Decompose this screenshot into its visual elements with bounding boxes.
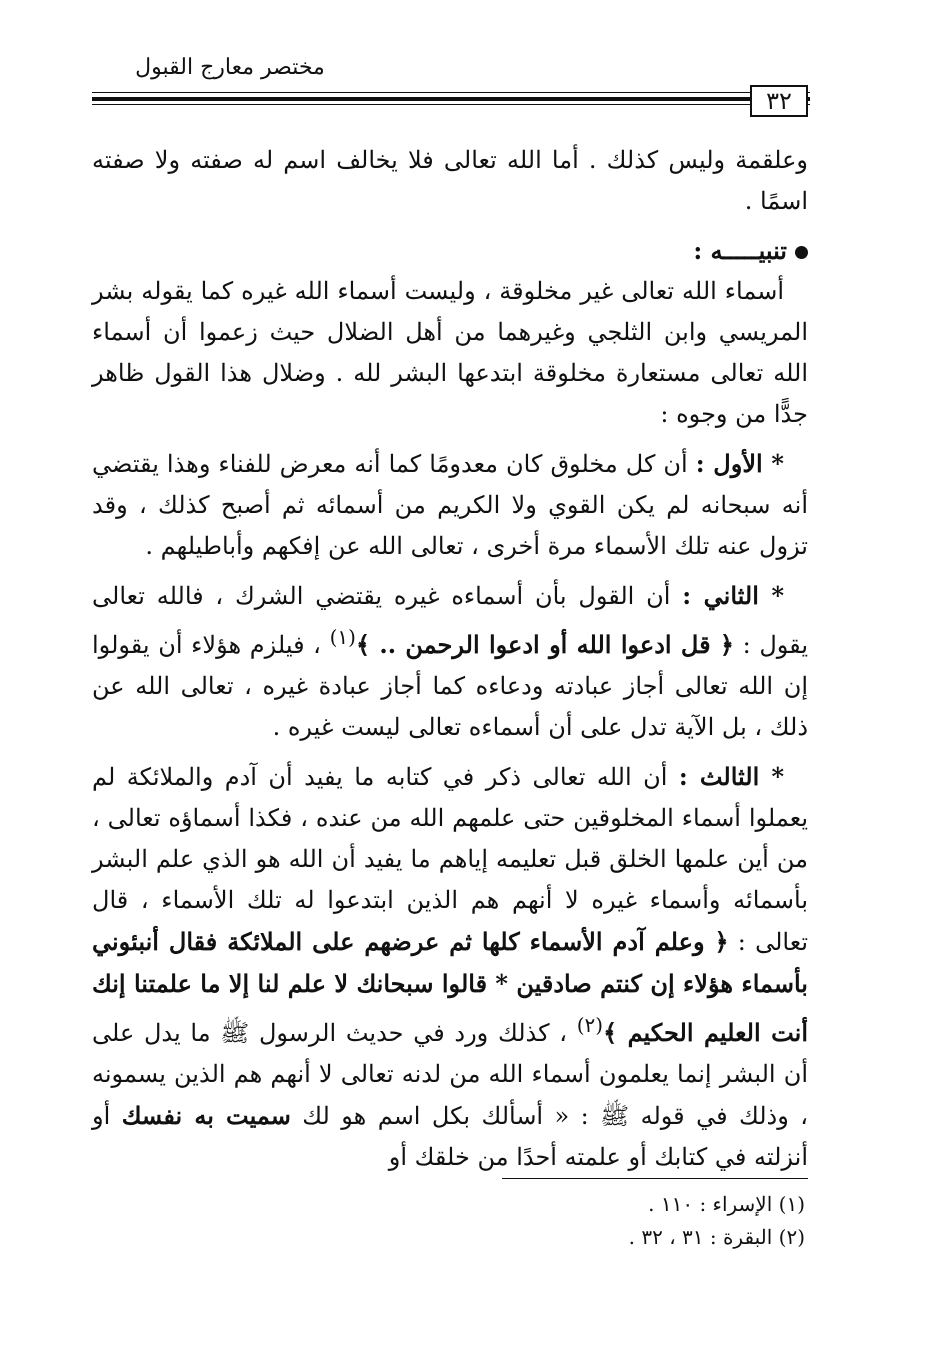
second-point-text-a: أن القول بأن أسماءه غيره يقتضي الشرك ، فالله تعالى يقول : bbox=[92, 582, 808, 659]
footnote-1: (١) الإسراء : ١١٠ . bbox=[648, 1192, 805, 1216]
running-title: مختصر معارج القبول bbox=[135, 55, 325, 80]
second-point-text-b: ، فيلزم هؤلاء أن يقولوا إن الله تعالى أجاز عبادته ودعاءه كما أجاز عبادة غيره ، تعالى الله عن ذلك ، بل الآية تدل على أن أسماءه تعالى ليست غيره . bbox=[92, 631, 808, 741]
third-point-text-c: أو أنزلته في كتابك أو علمته أحدًا من خلقك أو bbox=[92, 1102, 808, 1171]
bullet-icon bbox=[795, 246, 808, 259]
footnote-ref-1: (١) bbox=[329, 625, 356, 649]
header-rule-thick bbox=[92, 97, 810, 101]
third-point-text-b: ، كذلك ورد في حديث الرسول ﷺ ما يدل على أن البشر إنما يعلمون أسماء الله من لدنه تعالى لا أنهم هم الذين يسمونه ، وذلك في قوله ﷺ : « أسألك بكل اسم هو لك bbox=[92, 1019, 808, 1130]
paragraph-continuation: وعلقمة وليس كذلك . أما الله تعالى فلا يخالف اسم له صفته ولا صفته اسمًا . bbox=[92, 146, 808, 215]
quran-quote-2: ﴿ وعلم آدم الأسماء كلها ثم عرضهم على الملائكة فقال أنبئوني بأسماء هؤلاء إن كنتم صادقين * قالوا سبحانك لا علم لنا إلا ما علمتنا إنك أنت العليم الحكيم ﴾ bbox=[92, 927, 809, 1047]
body-text bbox=[92, 140, 808, 1178]
paragraph-first-point bbox=[92, 443, 808, 567]
note-heading bbox=[92, 230, 808, 271]
footnote-ref-2: (٢) bbox=[576, 1013, 604, 1037]
paragraph-intro: أسماء الله تعالى غير مخلوقة ، وليست أسماء الله غيره كما يقوله بشر المريسي وابن الثلجي وغيرهما من أهل الضلال حيث زعموا أن أسماء الله تعالى مستعارة مخلوقة ابتدعها البشر لله . وضلال هذا القول ظاهر جدًّا من وجوه : bbox=[92, 277, 808, 428]
first-point-label: * الأول : bbox=[695, 449, 784, 478]
second-point-label: * الثاني : bbox=[682, 581, 784, 610]
page-number: ٣٢ bbox=[750, 85, 808, 117]
header-rule-thin-bottom bbox=[92, 104, 810, 105]
paragraph-second-point bbox=[92, 575, 808, 748]
note-heading-text: تنبيـــــه : bbox=[693, 236, 787, 265]
quran-quote-1: ﴿ قل ادعوا الله أو ادعوا الرحمن .. ﴾ bbox=[355, 630, 734, 659]
footnote-separator bbox=[502, 1178, 808, 1179]
first-point-text: أن كل مخلوق كان معدومًا كما أنه معرض للفناء وهذا يقتضي أنه سبحانه لم يكن القوي ولا الكريم من أسمائه ثم أصبح كذلك ، وقد تزول عنه تلك الأسماء مرة أخرى ، تعالى الله عن إفكهم وأباطيلهم . bbox=[92, 450, 808, 560]
header-rule-thin-top bbox=[92, 92, 810, 93]
hadith-emphasis: سميت به نفسك bbox=[121, 1101, 291, 1130]
third-point-label: * الثالث : bbox=[678, 762, 784, 791]
footnote-2: (٢) البقرة : ٣١ ، ٣٢ . bbox=[628, 1225, 805, 1249]
footnotes bbox=[400, 1188, 805, 1254]
paragraph-third-point bbox=[92, 756, 808, 1178]
third-point-text-a: أن الله تعالى ذكر في كتابه ما يفيد أن آدم والملائكة لم يعملوا أسماء المخلوقين حتى علمهم الله من عنده ، فكذا أسماؤه تعالى ، من أين علمها الخلق قبل تعليمه إياهم ما يفيد أن الله هو الذي علم البشر بأسمائه وأسماء غيره لا أنهم هم الذين ابتدعوا له تلك الأسماء ، قال تعالى : bbox=[92, 763, 809, 956]
